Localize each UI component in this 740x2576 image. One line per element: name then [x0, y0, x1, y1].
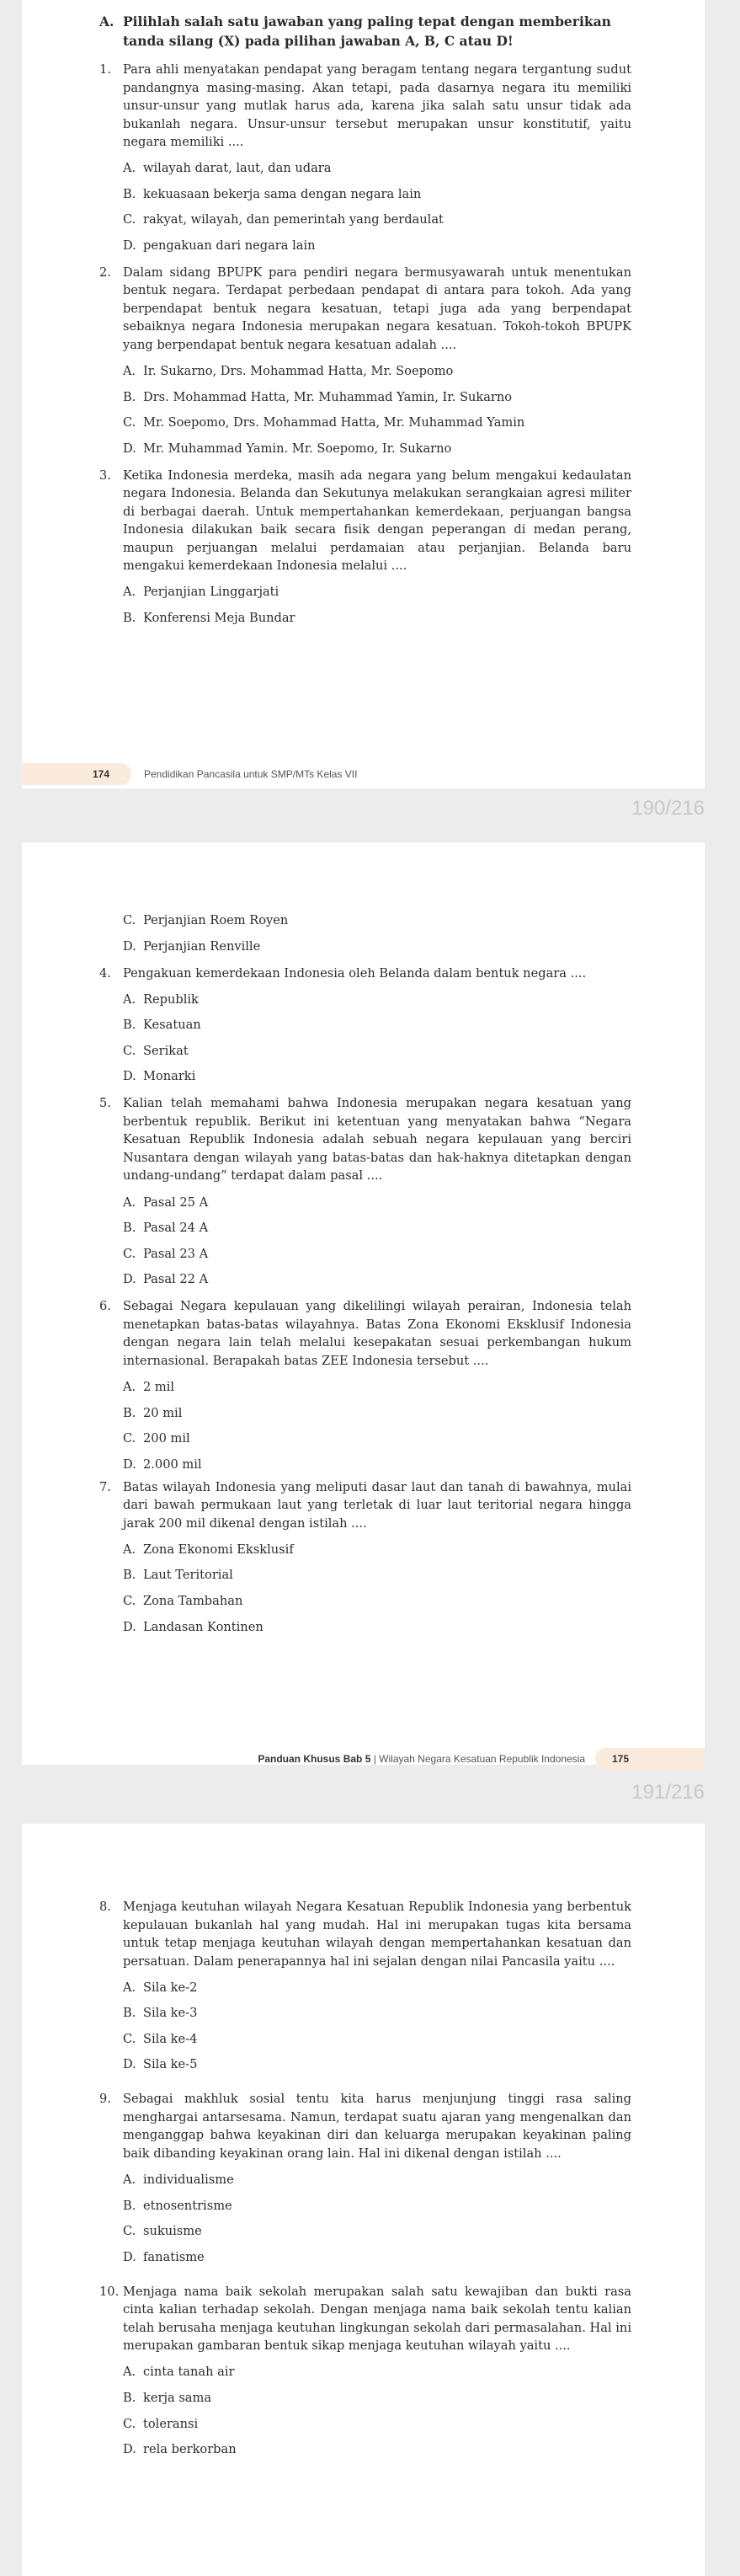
option-letter: C.	[123, 2031, 136, 2046]
option-text: individualisme	[143, 2172, 234, 2187]
page-counter: 190/216	[631, 797, 705, 820]
option-letter: B.	[123, 1221, 136, 1236]
option-letter: D.	[123, 2442, 136, 2457]
question-text: Ketika Indonesia merdeka, masih ada negara yang belum mengakui kedaulatan negara Indonesia. Belanda dan Sekutunya melakukan serangkaian agresi militer di berbagai daerah. Untuk mempertahankan kemerdekaan, perjuangan bangsa Indonesia dilakukan baik secara fisik dengan peperangan di medan perang, maupun perjuangan melalui perdamaian atau perjanjian. Belanda baru mengakui kemerdekaan Indonesia melalui ....	[123, 468, 631, 574]
option-8a[interactable]	[99, 1979, 631, 1996]
question-4	[99, 965, 631, 983]
option-7d[interactable]	[99, 1618, 631, 1636]
page-footer	[22, 1748, 705, 1770]
option-2d[interactable]	[99, 440, 631, 457]
question-5	[99, 1094, 631, 1185]
option-7a[interactable]	[99, 1541, 631, 1558]
option-1d[interactable]	[99, 237, 631, 254]
question-text: Sebagai Negara kepulauan yang dikelilingi wilayah perairan, Indonesia telah menetapkan batas-batas wilayahnya. Batas Zona Ekonomi Eksklusif Indonesia dengan negara lain telah melalui kesepakatan sesuai perkembangan hukum internasional. Berapakah batas ZEE Indonesia tersebut ....	[123, 1299, 631, 1368]
option-7c[interactable]	[99, 1592, 631, 1610]
option-letter: B.	[123, 1568, 136, 1583]
question-text: Para ahli menyatakan pendapat yang beragam tentang negara tergantung sudut pandangnya masing-masing. Akan tetapi, pada dasarnya negara itu memiliki unsur-unsur yang mutlak harus ada, karena jika salah satu unsur tidak ada bukanlah negara. Unsur-unsur tersebut merupakan unsur konstitutif, yaitu negara memiliki ....	[123, 62, 631, 149]
question-text: Pengakuan kemerdekaan Indonesia oleh Belanda dalam bentuk negara ....	[123, 965, 587, 981]
option-1c[interactable]	[99, 211, 631, 228]
page-176	[22, 1824, 705, 2576]
page-number: 175	[612, 1753, 630, 1765]
option-4a[interactable]	[99, 991, 631, 1008]
option-text: Monarki	[143, 1069, 196, 1084]
option-4d[interactable]	[99, 1067, 631, 1085]
option-7b[interactable]	[99, 1566, 631, 1584]
option-9a[interactable]	[99, 2171, 631, 2189]
option-1a[interactable]	[99, 159, 631, 177]
question-text: Dalam sidang BPUPK para pendiri negara bermusyawarah untuk menentukan bentuk negara. Terdapat perbedaan pendapat di antara para tokoh. Ada yang berpendapat bentuk negara kesatuan, tetapi juga ada yang berpendapat sebaiknya negara Indonesia merupakan negara kesatuan. Tokoh-tokoh BPUPK yang berpendapat bentuk negara kesatuan adalah ....	[123, 265, 631, 352]
option-5b[interactable]	[99, 1219, 631, 1237]
option-letter: C.	[123, 2416, 136, 2431]
option-text: Kesatuan	[143, 1018, 201, 1033]
option-text: Landasan Kontinen	[143, 1619, 264, 1634]
section-title: Pilihlah salah satu jawaban yang paling tepat dengan memberikan tanda silang (X) pada pilihan jawaban A, B, C atau D!	[123, 13, 611, 49]
option-letter: D.	[123, 441, 136, 456]
option-letter: B.	[123, 2198, 136, 2213]
option-text: Konferensi Meja Bundar	[143, 610, 295, 625]
option-letter: A.	[123, 1194, 136, 1210]
option-1b[interactable]	[99, 185, 631, 203]
question-number: 10.	[99, 2284, 120, 2299]
option-8b[interactable]	[99, 2004, 631, 2022]
option-text: Sila ke-4	[143, 2031, 198, 2046]
option-text: Zona Ekonomi Eksklusif	[143, 1542, 294, 1557]
question-text: Menjaga keutuhan wilayah Negara Kesatuan Republik Indonesia yang berbentuk kepulauan bukanlah hal yang mudah. Hal ini merupakan tugas kita bersama untuk tetap menjaga keutuhan wilayah dengan mempertahankan kesatuan dan persatuan. Dalam penerapannya hal ini sejalan dengan nilai Pancasila yaitu ....	[123, 1900, 631, 1969]
option-letter: D.	[123, 1272, 136, 1287]
option-text: Sila ke-5	[143, 2057, 198, 2072]
question-number: 2.	[99, 265, 111, 280]
option-10d[interactable]	[99, 2440, 631, 2458]
question-number: 5.	[99, 1096, 111, 1111]
option-letter: B.	[123, 2390, 136, 2405]
option-3c[interactable]	[99, 911, 631, 929]
option-2c[interactable]	[99, 414, 631, 431]
option-letter: B.	[123, 610, 136, 625]
page-content	[99, 12, 631, 627]
option-letter: B.	[123, 389, 136, 404]
option-text: toleransi	[143, 2416, 199, 2431]
option-letter: D.	[123, 938, 136, 954]
option-letter: B.	[123, 1405, 136, 1420]
question-number: 4.	[99, 965, 111, 981]
option-letter: D.	[123, 2057, 136, 2072]
option-10b[interactable]	[99, 2389, 631, 2407]
question-8	[99, 1898, 631, 1970]
option-text: 2.000 mil	[143, 1456, 202, 1472]
option-5d[interactable]	[99, 1270, 631, 1288]
option-letter: C.	[123, 212, 136, 227]
question-text: Batas wilayah Indonesia yang meliputi dasar laut dan tanah di bawahnya, mulai dari bawah permukaan laut yang terletak di luar laut teritorial negara hingga jarak 200 mil dikenal dengan istilah ....	[123, 1479, 631, 1531]
option-4b[interactable]	[99, 1016, 631, 1034]
section-instruction	[99, 12, 631, 51]
option-letter: D.	[123, 2249, 136, 2264]
option-9b[interactable]	[99, 2197, 631, 2215]
option-text: Mr. Muhammad Yamin. Mr. Soepomo, Ir. Sukarno	[143, 441, 452, 456]
option-letter: A.	[123, 1379, 136, 1394]
page-footer	[22, 763, 705, 785]
option-6d[interactable]	[99, 1456, 631, 1473]
question-7	[99, 1478, 631, 1533]
option-letter: C.	[123, 415, 136, 430]
page-number: 174	[92, 768, 110, 780]
page-175	[22, 842, 705, 1765]
option-6b[interactable]	[99, 1404, 631, 1422]
option-4c[interactable]	[99, 1042, 631, 1060]
option-letter: A.	[123, 1980, 136, 1995]
question-number: 6.	[99, 1299, 111, 1314]
option-letter: C.	[123, 1594, 136, 1608]
option-letter: A.	[123, 161, 136, 176]
option-letter: A.	[123, 363, 136, 378]
page-174	[22, 0, 705, 788]
question-number: 1.	[99, 62, 111, 77]
page-counter: 191/216	[631, 1781, 705, 1804]
option-2a[interactable]	[99, 362, 631, 380]
option-3b[interactable]	[99, 609, 631, 627]
question-number: 3.	[99, 468, 111, 483]
option-letter: B.	[123, 1018, 136, 1033]
option-letter: D.	[123, 1619, 136, 1634]
option-text: Sila ke-3	[143, 2006, 198, 2021]
option-text: rela berkorban	[143, 2442, 237, 2457]
question-3	[99, 467, 631, 575]
option-letter: C.	[123, 913, 136, 927]
option-text: rakyat, wilayah, dan pemerintah yang berdaulat	[143, 212, 444, 227]
option-text: Mr. Soepomo, Drs. Mohammad Hatta, Mr. Muhammad Yamin	[143, 415, 525, 430]
option-8d[interactable]	[99, 2055, 631, 2073]
option-letter: C.	[123, 1431, 136, 1446]
option-2b[interactable]	[99, 388, 631, 406]
question-2	[99, 264, 631, 355]
question-text: Sebagai makhluk sosial tentu kita harus menjunjung tinggi rasa saling menghargai antarsesama. Namun, terdapat suatu ajaran yang mengenalkan dan menganggap bahwa keyakinan diri dan keluarga merupakan keyakinan paling baik dibanding keyakinan orang lain. Hal ini dikenal dengan istilah ....	[123, 2092, 631, 2161]
option-10a[interactable]	[99, 2363, 631, 2381]
question-number: 7.	[99, 1479, 111, 1494]
section-letter: A.	[99, 13, 114, 29]
footer-chapter: Panduan Khusus Bab 5	[258, 1753, 371, 1765]
option-9d[interactable]	[99, 2248, 631, 2266]
option-letter: C.	[123, 1246, 136, 1261]
footer-separator: |	[370, 1753, 380, 1765]
option-text: cinta tanah air	[143, 2365, 235, 2380]
page-content	[99, 1898, 631, 2458]
option-letter: A.	[123, 2172, 136, 2187]
option-text: wilayah darat, laut, dan udara	[143, 161, 332, 176]
question-1	[99, 61, 631, 152]
page-number-badge	[22, 763, 131, 785]
option-3d[interactable]	[99, 938, 631, 955]
option-text: Ir. Sukarno, Drs. Mohammad Hatta, Mr. Soepomo	[143, 363, 454, 378]
option-6a[interactable]	[99, 1378, 631, 1396]
option-text: Pasal 22 A	[143, 1272, 209, 1287]
question-text: Menjaga nama baik sekolah merupakan salah satu kewajiban dan bukti rasa cinta kalian terhadap sekolah. Dengan menjaga nama baik sekolah tentu kalian telah berusaha menjaga keutuhan lingkungan sekolah dari permasalahan. Hal ini merupakan gambaran bentuk sikap menjaga keutuhan wilayah yaitu ....	[123, 2284, 631, 2354]
option-text: fanatisme	[143, 2249, 205, 2264]
option-text: Serikat	[143, 1043, 189, 1058]
option-letter: C.	[123, 1043, 136, 1058]
option-6c[interactable]	[99, 1430, 631, 1447]
option-text: Zona Tambahan	[143, 1594, 243, 1608]
option-text: Sila ke-2	[143, 1980, 198, 1995]
option-text: Drs. Mohammad Hatta, Mr. Muhammad Yamin, Ir. Sukarno	[143, 389, 513, 404]
option-letter: C.	[123, 2224, 136, 2239]
option-text: kerja sama	[143, 2390, 212, 2405]
option-10c[interactable]	[99, 2415, 631, 2433]
footer-chapter-title: Wilayah Negara Kesatuan Republik Indonesia	[379, 1753, 585, 1765]
page-number-badge	[595, 1748, 705, 1770]
option-5a[interactable]	[99, 1194, 631, 1211]
option-letter: D.	[123, 1456, 136, 1472]
option-text: 20 mil	[143, 1405, 183, 1420]
option-8c[interactable]	[99, 2030, 631, 2048]
option-letter: D.	[123, 1069, 136, 1084]
option-text: Laut Teritorial	[143, 1568, 233, 1583]
option-text: Pasal 23 A	[143, 1246, 209, 1261]
option-letter: D.	[123, 238, 136, 253]
option-letter: A.	[123, 1542, 136, 1557]
option-text: pengakuan dari negara lain	[143, 238, 316, 253]
question-text: Kalian telah memahami bahwa Indonesia merupakan negara kesatuan yang berbentuk republik. Berikut ini ketentuan yang menyatakan bahwa “Negara Kesatuan Republik Indonesia adalah sebuah negara kepulauan yang berciri Nusantara dengan wilayah yang batas-batas dan hak-haknya ditetapkan dengan undang-undang” terdapat dalam pasal ....	[123, 1096, 631, 1184]
option-letter: B.	[123, 186, 136, 201]
question-number: 9.	[99, 2092, 111, 2107]
option-3a[interactable]	[99, 583, 631, 601]
option-letter: A.	[123, 991, 136, 1007]
page-content	[99, 911, 631, 1636]
footer-book-title: Pendidikan Pancasila untuk SMP/MTs Kelas VII	[144, 768, 358, 780]
option-text: Pasal 25 A	[143, 1194, 209, 1210]
footer-chapter-info	[258, 1748, 585, 1770]
option-text: Perjanjian Linggarjati	[143, 585, 279, 600]
question-10	[99, 2283, 631, 2355]
question-9	[99, 2090, 631, 2162]
option-text: 200 mil	[143, 1431, 190, 1446]
option-text: Perjanjian Renville	[143, 938, 261, 954]
option-text: Pasal 24 A	[143, 1221, 209, 1236]
option-letter: B.	[123, 2006, 136, 2021]
option-letter: A.	[123, 585, 136, 600]
option-text: 2 mil	[143, 1379, 175, 1394]
option-text: Perjanjian Roem Royen	[143, 913, 289, 927]
option-9c[interactable]	[99, 2222, 631, 2240]
option-text: sukuisme	[143, 2224, 202, 2239]
option-letter: A.	[123, 2365, 136, 2380]
option-text: etnosentrisme	[143, 2198, 232, 2213]
question-number: 8.	[99, 1900, 111, 1914]
option-text: Republik	[143, 991, 199, 1007]
option-5c[interactable]	[99, 1245, 631, 1263]
question-6	[99, 1297, 631, 1370]
option-text: kekuasaan bekerja sama dengan negara lain	[143, 186, 422, 201]
